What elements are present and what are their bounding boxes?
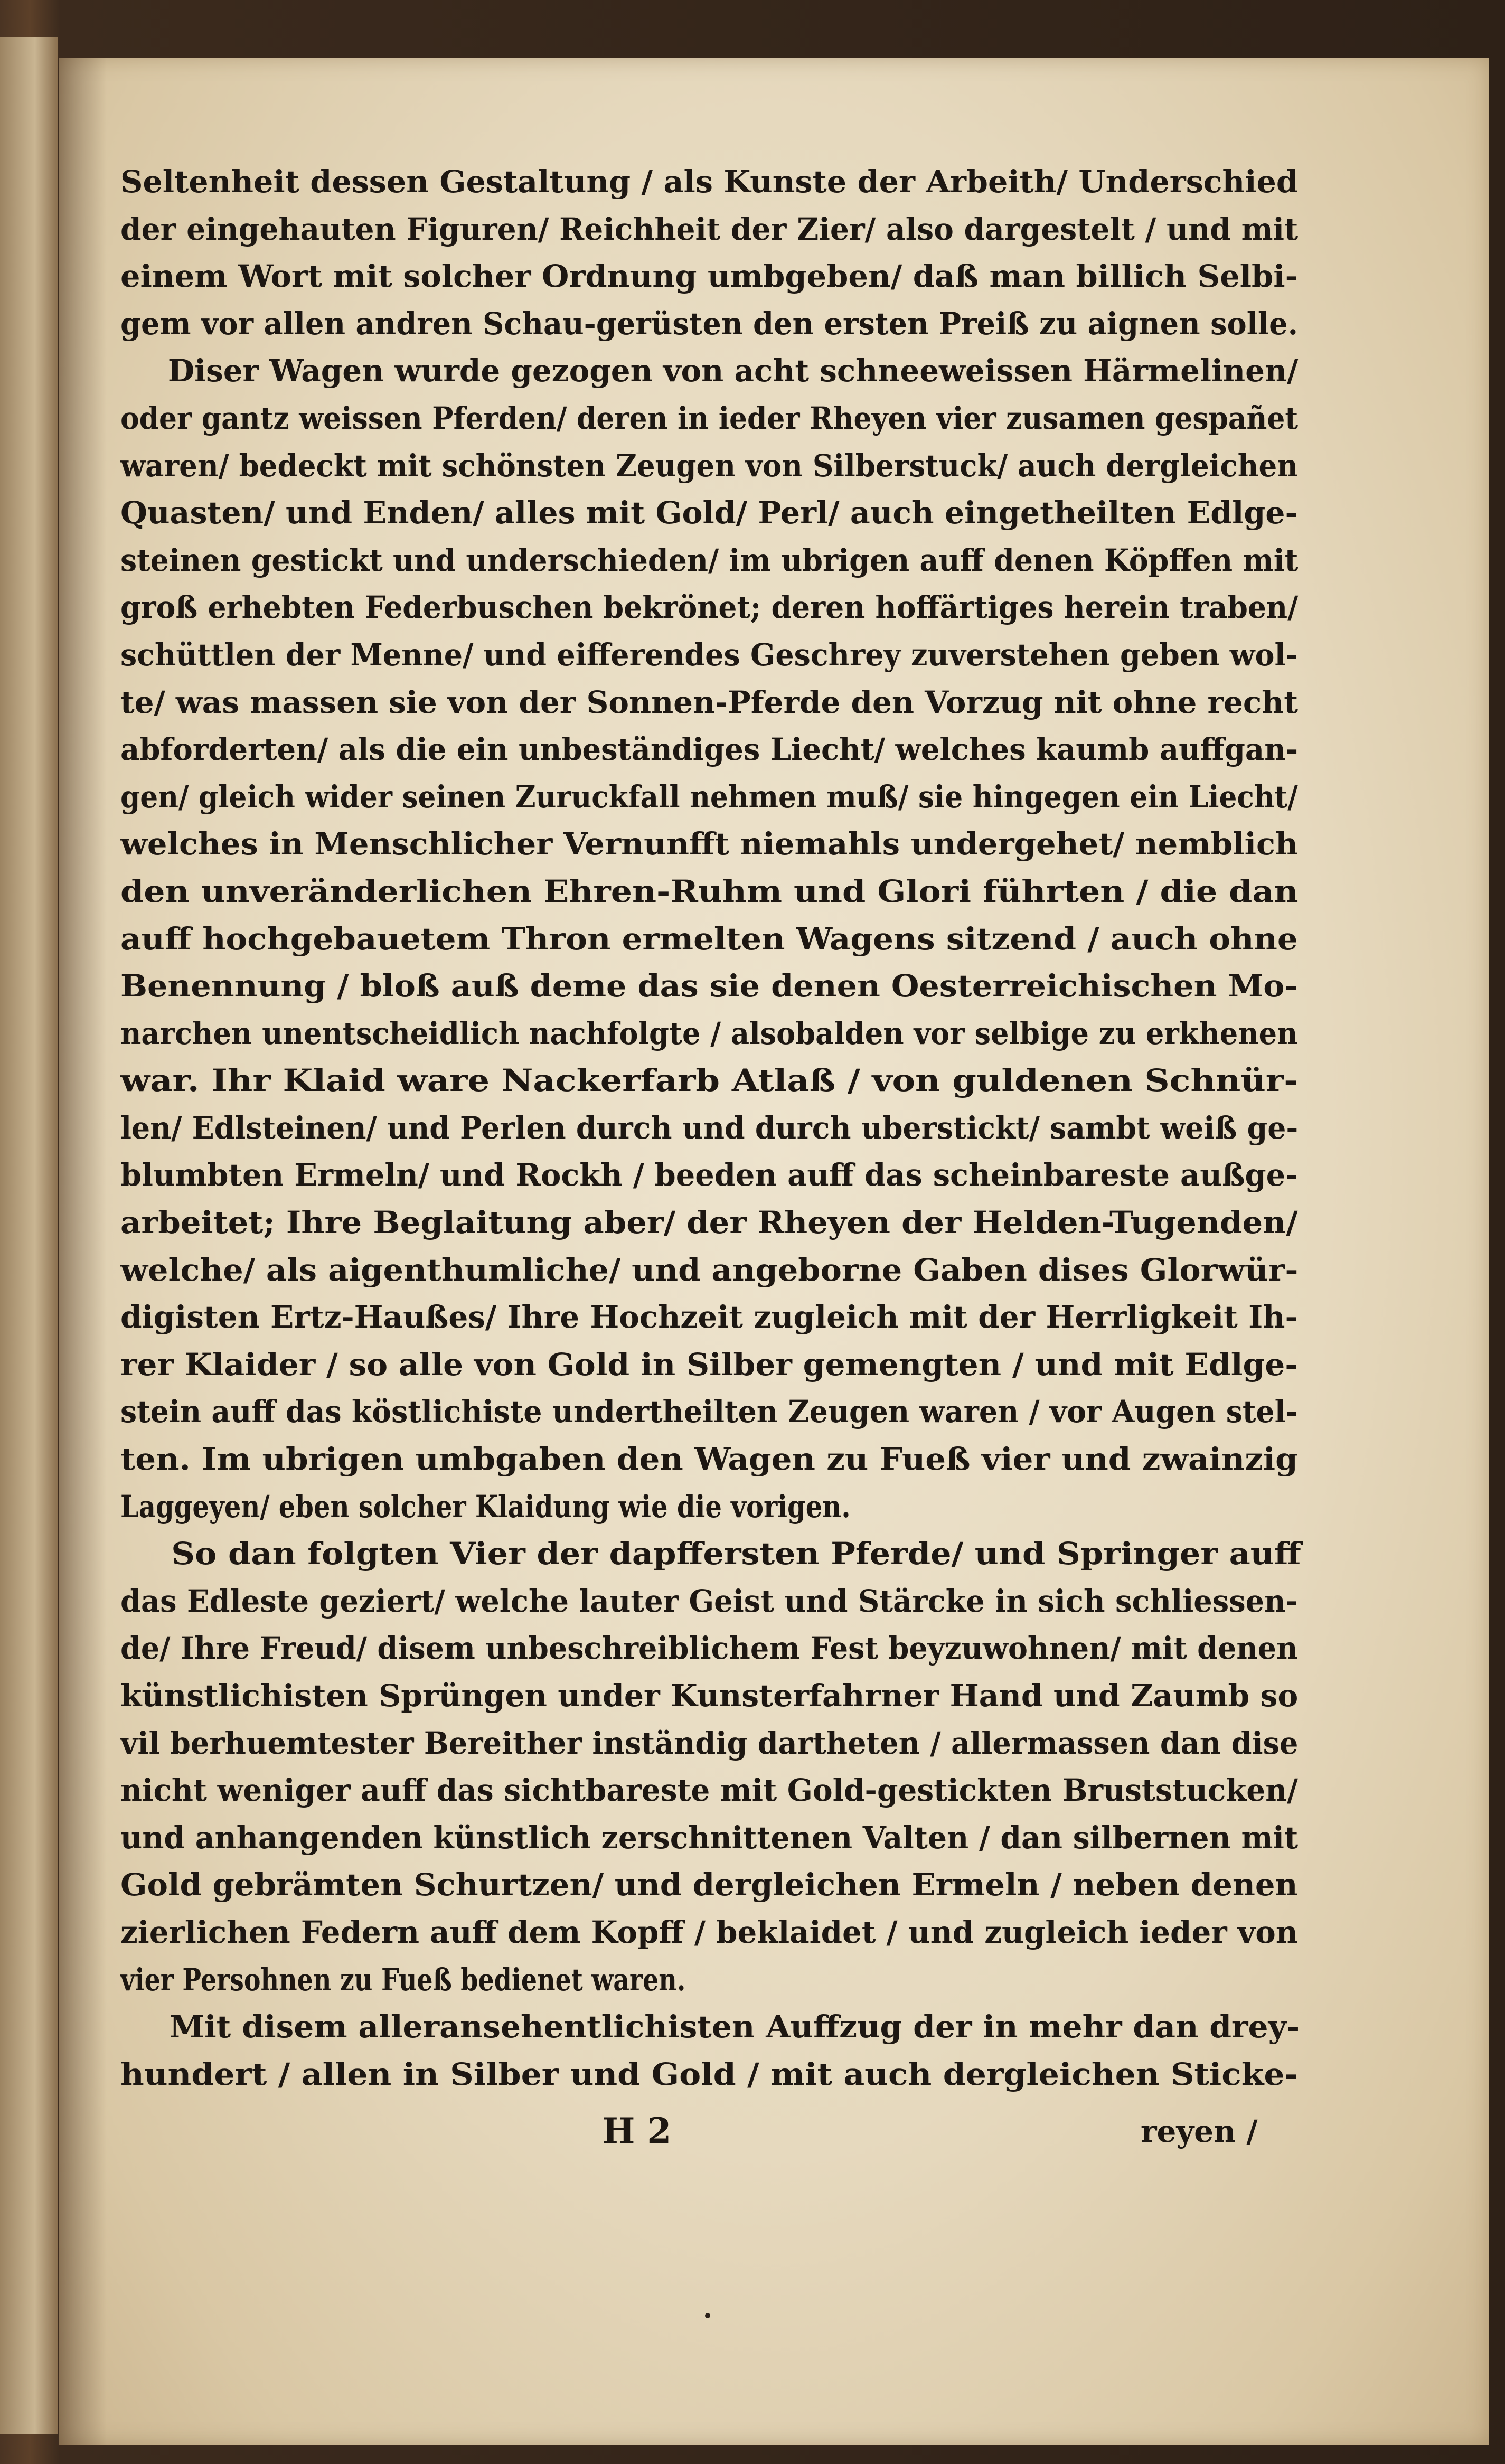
catchword: reyen / [1141,2113,1258,2149]
text-line: vier Persohnen zu Fueß bedienet waren. [120,1961,686,1998]
text-line: auff hochgebauetem Thron ermelten Wagens sitzend / auch ohne [120,920,1298,957]
text-line: Quasten/ und Enden/ alles mit Gold/ Perl/ auch eingetheilten Edlge- [120,495,1298,531]
text-line: ten. Im ubrigen umbgaben den Wagen zu Fueß vier und zwainzig [120,1441,1298,1478]
text-line: gen/ gleich wider seinen Zuruckfall nehmen muß/ sie hingegen ein Liecht/ [120,778,1298,815]
text-line: stein auff das köstlichiste undertheilten Zeugen waren / vor Augen stel- [120,1394,1298,1430]
text-line: steinen gestickt und underschieden/ im ubrigen auff denen Köpffen mit [120,542,1299,578]
text-line: waren/ bedeckt mit schönsten Zeugen von Silberstuck/ auch dergleichen [120,447,1298,484]
text-line: Seltenheit dessen Gestaltung / als Kunste der Arbeith/ Underschied [120,164,1298,200]
text-line: hundert / allen in Silber und Gold / mit auch dergleichen Sticke- [120,2056,1299,2092]
text-line: der eingehauten Figuren/ Reichheit der Zier/ also dargestelt / und mit [120,211,1299,247]
ink-speck [705,2313,710,2318]
text-line: arbeitet; Ihre Beglaitung aber/ der Rheyen der Helden-Tugenden/ [120,1205,1298,1241]
text-line: war. Ihr Klaid ware Nackerfarb Atlaß / von guldenen Schnür- [120,1062,1299,1099]
text-line: das Edleste geziert/ welche lauter Geist und Stärcke in sich schliessen- [120,1583,1298,1619]
text-line: nicht weniger auff das sichtbareste mit Gold-gestickten Bruststucken/ [120,1772,1298,1809]
paragraph-first-line: Diser Wagen wurde gezogen von acht schneeweissen Härmelinen/ [167,353,1299,389]
text-line: schüttlen der Menne/ und eifferendes Geschrey zuverstehen geben wol- [120,636,1298,673]
text-line: narchen unentscheidlich nachfolgte / alsobalden vor selbige zu erkhenen [120,1015,1298,1051]
text-line: einem Wort mit solcher Ordnung umbgeben/ daß man billich Selbi- [120,258,1299,295]
text-line: abforderten/ als die ein unbeständiges Liecht/ welches kaumb auffgan- [120,731,1299,768]
binding-shadow [59,58,107,2445]
text-line: Laggeyen/ eben solcher Klaidung wie die vorigen. [120,1488,851,1525]
text-line: digisten Ertz-Haußes/ Ihre Hochzeit zugleich mit der Herrligkeit Ih- [120,1299,1298,1336]
facing-page-edge [0,37,58,2434]
text-line: künstlichisten Sprüngen under Kunsterfahrner Hand und Zaumb so [120,1678,1299,1714]
text-line: zierlichen Federn auff dem Kopff / beklaidet / und zugleich ieder von [120,1914,1298,1950]
paragraph-first-line: Mit disem alleransehentlichisten Auffzug der in mehr dan drey- [169,2009,1300,2045]
text-line: welche/ als aigenthumliche/ und angeborne Gaben dises Glorwür- [120,1252,1299,1288]
text-line: den unveränderlichen Ehren-Ruhm und Glori führten / die dan [120,873,1299,909]
text-line: te/ was massen sie von der Sonnen-Pferde den Vorzug nit ohne recht [120,684,1299,720]
text-line: rer Klaider / so alle von Gold in Silber gemengten / und mit Edlge- [120,1346,1299,1383]
text-line: Gold gebrämten Schurtzen/ und dergleichen Ermeln / neben denen [120,1867,1298,1903]
text-line: Benennung / bloß auß deme das sie denen Oesterreichischen Mo- [120,968,1298,1004]
text-line: gem vor allen andren Schau-gerüsten den ersten Preiß zu aignen solle. [120,305,1299,342]
text-line: len/ Edlsteinen/ und Perlen durch und durch uberstickt/ sambt weiß ge- [120,1109,1299,1146]
text-line: blumbten Ermeln/ und Rockh / beeden auff das scheinbareste außge- [120,1157,1298,1193]
text-line: welches in Menschlicher Vernunfft niemahls undergehet/ nemblich [120,826,1299,862]
text-line: groß erhebten Federbuschen bekrönet; deren hoffärtiges herein traben/ [120,589,1299,626]
signature-mark: H 2 [602,2110,672,2151]
text-line: de/ Ihre Freud/ disem unbeschreiblichem Fest beyzuwohnen/ mit denen [120,1630,1298,1667]
text-line: oder gantz weissen Pferden/ deren in ieder Rheyen vier zusamen gespañet [120,400,1299,436]
paragraph-first-line: So dan folgten Vier der dapffersten Pferde/ und Springer auff [171,1536,1301,1572]
text-line: vil berhuemtester Bereither inständig dartheten / allermassen dan dise [120,1725,1299,1761]
body-text [120,158,1301,2098]
text-line: und anhangenden künstlich zerschnittenen Valten / dan silbernen mit [120,1819,1299,1856]
